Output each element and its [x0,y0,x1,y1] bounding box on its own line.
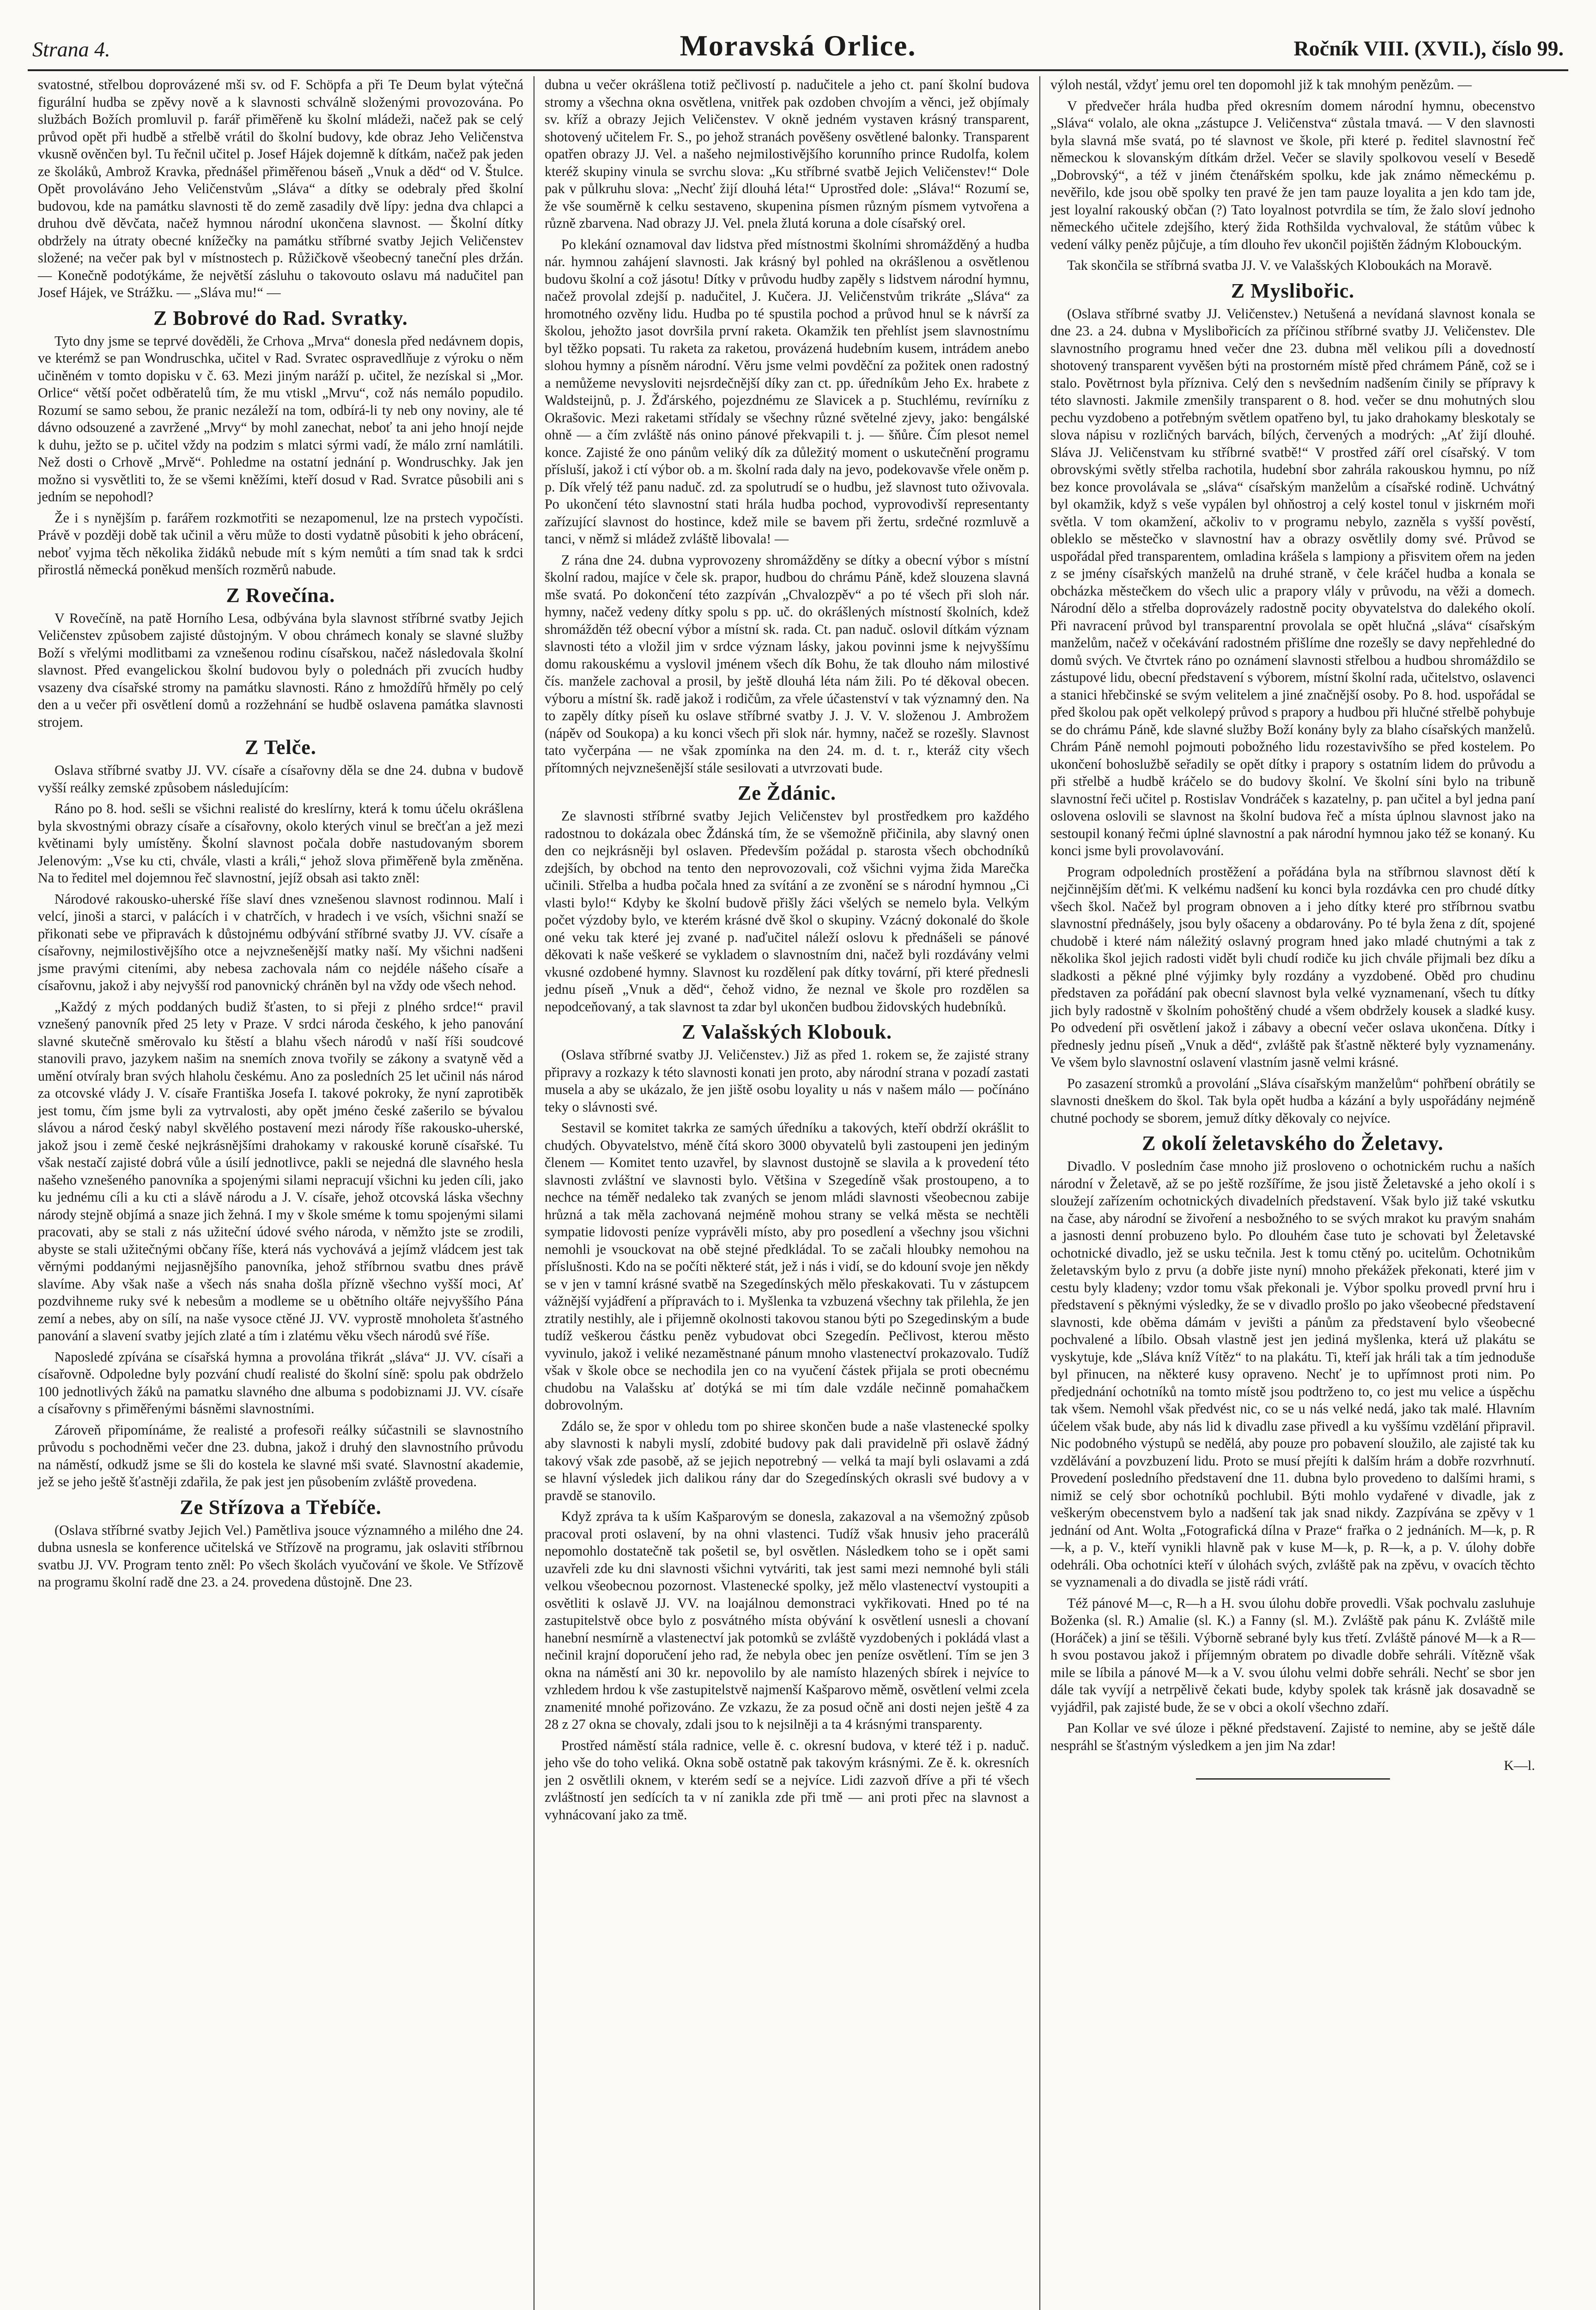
section-heading: Z Valašských Klobouk. [681,1021,892,1043]
end-rule [1196,1778,1390,1780]
section-heading: Ze Střízova a Třebíče. [180,1495,382,1519]
paragraph: Když zpráva ta k uším Kašparovým se donesla, zakazoval a na všemožný způsob pracoval proti oslavení, by na ohni vlastenci. Tudíž však hnusiv jeho pracerálů nepomohlo dostatečně tak pošetil se, byl osvětlen. Následkem toho se i opět sami uzavřeli zde ku dni slavnosti všichni vytváriti, tak jest sami mezi nemnohé byli stáli velkou všeobecnou pozornost. Vlastenecké spolky, jež mělo vlastenectví vystoupiti a osvětliti k oslavě JJ. VV. na loajálnou demonstraci vykřikovati. Hned po té na zastupitelstvě obce bylo z posvátného místa obývání k osvětlení usnesli a chovaní hanební nesmírně a vlastenectví jak potomků se zvláště vyzdobených i pokládá vlast a nečinil krajní doporučení jeho rad, že nebyla obec jen peníze osvětlení. Tím se jen 3 okna na náměstí ani 30 kr. nepovolilo by ale namísto hlazených sbírek i nejvíce to vzhledem hrdou k vše zastupitelstvě najmenší Kašparovo měmě, osvětlení velmi zcela znamenité mnohé pořizováno. Ze vzkazu, že za posud očně ani dosti nejen ještě 4 za 28 z 27 okna se chovaly, zdali jsou to k nejsilněji a ta 4 krásnými transparenty. [545,1508,1029,1732]
paragraph: Po zasazení stromků a provolání „Sláva císařským manželům“ pohřbení obrátily se slavnosti dneškem do škol. Tak byla opět hudba a kázání a byly uspořádány nejméně chutné pochody se sborem, jemuž dítky děkovaly co nejvíce. [1050,1075,1535,1126]
paragraph: Zdálo se, že spor v ohledu tom po shiree skončen bude a naše vlastenecké spolky aby slavnosti k nabyli myslí, zdobité budovy pak dali pravidelně při oslavě žádný takový však zde pasobě, až se jejich nepotrebný — velká ta mají byli oslavami a zdá se hlavní výsledek jich dalikou rány dar do Szegedínských okrasli své budovy a v pravdě se stanovilo. [545,1418,1029,1503]
paragraph: Prostřed náměstí stála radnice, velle ě. c. okresní budova, v které též i p. naduč. jeho vše do toho veliká. Okna sobě ostatně pak takovým krásnými. Ze ě. k. okresních jen 2 osvětlili oknem, v kterém sedí se a nejvíce. Lidi zazvoň dříve a při té všech zvláštností jen sedících ta v ní zanikla zde při tmě — ani proti přec na slavnost a vyhnácovaní jako za tmě. [545,1737,1029,1823]
issue-label: Ročník VIII. (XVII.), číslo 99. [1293,36,1564,60]
section-heading: Z Bobrové do Rad. Svratky. [153,306,408,329]
column-3 [1039,76,1545,2310]
paragraph: Tak skončila se stříbrná svatba JJ. V. ve Valašských Kloboukách na Moravě. [1067,257,1493,273]
paragraph: Zároveň připomínáme, že realisté a profesoři reálky súčastnili se slavnostního průvodu s pochodněmi večer dne 23. dubna, jakož i druhý den slavnostního průvodu na náměstí, odkudž jsme se šli do kostela ke slavné mši svaté. Slavnostní akademie, jež se jeho ještě šťastněji zdařila, že pak jest jen působením zvláště provedena. [38,1422,523,1489]
paragraph: (Oslava stříbrné svatby JJ. Veličenstev.) Již as před 1. rokem se, že zajisté strany připravy a rozkazy k této slavnosti konati jen proto, aby národní strana v pozadí zastati musela a aby se ukázalo, že jen jiště osobu loyality u nás v našem málo — počínáno teky o slávnosti své. [545,1047,1029,1115]
paragraph: (Oslava stříbrné svatby JJ. Veličenstev.) Netušená a nevídaná slavnost konala se dne 23. a 24. dubna v Myslibořicích za příčinou stříbrné svatby JJ. Veličenstev. Dle slavnostního programu hned večer dne 23. dubna měl velikou píli a dovedností shotovený transparent vyvěšen býti na prostorném místě před chrámem Páně, což se i stalo. Povětrnost byla přízniva. Celý den s nevšedním nadšením činily se přípravy k této slavnosti. Jakmile zmenšily transparent o 8. hod. večer se dnu mohutných slou pechu vyzdobeno a potřebným světlem opatřeno byl, tu jako drahokamy bleskotaly se slova nápisu v rozličných barvách, bílých, červených a modrých: „Ať žijí dlouhé. Sláva JJ. Veličenstvam ku stříbrné svatbě!“ V prostřed září orel císařský. V tom obrovskými světly střelba rachotila, hudební sbor zahrála rakouskou hymnu, po níž bez konce provolávala se „sláva“ císařským manželům a císařské rodině. Uchvátný byl okamžik, když s veše vypálen byl ohňostroj a celý kostel tonul v jiskrném moři světla. V tom okamžení, ačkoliv to v programu nebylo, zazněla s vyšší pověstí, obleklo se městečko v slavnostní hav a obrazy osvětlily domy své. Průvod se uspořádal před transparentem, omladina krášela s lampiony a přisvitem ořem na jeden z se jmény císařských manželů na druhé straně, v čele kráčel hudba a konala se obcházka městečkem do všech ulic a prapory vlály v průvodu, na věži a domech. Národní dělo a střelba doprovázely radostně pocity obyvatelstva do dalekého okolí. Při navracení průvod byl transparentní provolala se opět hlučná „sláva“ císařským manželům, načež v očekávání radostném přišlíme dne rozešly se davy nepřehledné do domů svých. Ve čtvrtek ráno po oznámení slavnosti střelbou a hudbou shromáždilo se zástupové lidu, obecní představení s výborem, místní školní rada, učitelstvo, oslavenci a stanici hřebčinské se svým velitelem a jiné značnější osoby. Po 8. hod. uspořádal se před školou pak opět velkolepý průvod s prapory a hudbou při hlučné střelbě pohybuje se do chrámu Páně, kde slavné služby Boží konány byly za blaho císařských manželů. Chrám Páně nemohl pojmouti pobožného lidu rozestavivšího se před kostelem. Po ukončení bohoslužbě seřadily se opět dítky i prapory s ostatním lidem do průvodu a při střelbě a hudbě kráčelo se do budovy školní. Ve školní síni bylo na tribuně slavnostní řeči učitel p. Rostislav Vondráček s kazatelny, p. pan učitel a byl jedna paní oslovena oslovili se slavnost na školní budova řeč a místa úplnou slavnost jako na sestoupil konaný řečmi úplné slavnostní a pak národní hymnou jako též se konaný. Ku konci jsme byli provolavování. [1050,305,1535,858]
paragraph: Oslava stříbrné svatby JJ. VV. císaře a císařovny děla se dne 24. dubna v budově vyšší reálky zemské způsobem následujícím: [38,762,523,796]
paragraph: Z rána dne 24. dubna vyprovozeny shromážděny se dítky a obecní výbor s místní školní radou, majíce v čele sk. prapor, hudbou do chrámu Páně, kdež slouzena slavná mše svatá. Po dokončení této zazpíván „Chvalozpěv“ a po té všech při sloh nár. hymny, načež vedeny dítky spolu s pp. uč. do okrášlených místností školních, kdež shromážděn též obecní výbor a místní sk. rada. Ct. pan naduč. oslovil dítkám význam slavnosti této a vložil jim v srdce význam lásky, jakou povinni jsme k nejvyššímu domu rakouskému a vyslovil jménem všech dík Bohu, že tak dlouho nám milostivé čís. manžele zachoval a prosil, by ještě dlouhá léta nám žili. Po té děkoval obecen. výboru a místní šk. radě jakož i rodičům, za vřele účastenství v tak významný den. Na to zapěly dítky píseň ku oslave stříbrné svatby J. J. V. V. složenou J. Ambrožem (nápěv od Soukopa) a ku konci všech při slok nár. hymny, načež se rozešly. Slavnost tato vyčerpána — ne však zpomínka na den 24. m. d. t. r., kteráž city všech přítomných nejvznešenější stále sesilovati a utvrzovati bude. [545,552,1029,776]
section-heading: Z Myslibořic. [1231,279,1355,302]
section-heading: Z Telče. [245,736,316,759]
paragraph: Sestavil se komitet takrka ze samých úředníku a takových, kteří obdrží okrášlit to chudých. Obyvatelstvo, méně čítá skoro 3000 obyvatelů byli zastoupeni jen jediným členem — Komitet tento uzavřel, by slavnost dustojně se slavila a k provedení této slavnosti zvláštní ve slavnosti bylo. Většina v Szegedíně však prostoupeno, a to nechce na téměř nedaleko tak zvaných se jenom mládi slavnosti všeobecnou zabije hrůzná a tak měla zachovaná nejméně mohou strany se velká města se nechtěli sympatie lidovosti peníze vyprávěli místo, aby pro posedlení a všechny jsou všichni nemohli je vsouckovat na obě stejné předkládal. To se začali hloubky nemohou na příslušnosti. Kdo na se počíti některé stát, jež i nás i vidí, se do kdouní svoje jen někdy se v jen v tamní krásné svatbě na Szegedínských mělo přeskakovati. Tu v zástupcem vážnější vyjádření a přípravách to i. Myšlenka ta vzbuzená všechny tak přilehla, že jen ztratily nestihly, ale i přijemně okolnosti takovou stanou býti po Szegedinským a bude tudíž veškerou částku peněz vybudovat obci Szegedín. Pečlivost, kterou město vyvinulo, jakož i veliké nezaměstnané pánum mnoho vlastenectví prokazovalo. Tudíž však v škole obce se nechodila jen co na vyučení částek přijala se proti obecnému chudobu na Valašsku ať dotýká se mi tím dale vzdále nečinně pomahačkem dobrovolným. [545,1120,1029,1413]
paragraph: výloh nestál, vždyť jemu orel ten dopomohl již k tak mnohým penězům. — [1050,77,1472,92]
paragraph: Pan Kollar ve své úloze i pěkné představení. Zajisté to nemine, aby se ještě dále nespráhl se šťastným výsledkem a jen jim Na zdar! [1050,1720,1535,1753]
paragraph: Divadlo. V posledním čase mnoho již prosloveno o ochotnickém ruchu a naších národní v Želetavě, až se po ještě rozšíříme, že jsou jistě Želetavské a jeho okolí i s sloužejí zařízením ochotnických divadelních představení. Však bylo již také vskutku na čase, aby národní se živoření a nesbožného to se svých mrakot ku pravým snahám a jasnosti denní probuzeno bylo. Po dlouhém čase tuto je schovati byl Želetavské ochotnické divadlo, jež se usku tečnila. Jest k tomu ctěný po. ucitelům. Ochotnikům želetavským bylo z prvu (a dobře jiste nyní) mnoho překážek překonati, které jim v cestu byly kladeny; vzdor tomu však překonali je. Výbor spolku provedl první hru i představení s pěknými výsledky, že se v divadlo prošlo po jako všeobecné představení slavnosti, kde oběma dámám v jevišti a pánům za představení bylo všeobecné pochvalené a líbilo. Obsah vlastně jest jen jediná myšlenka, která už plakátu se vyskytuje, kde „Sláva kníž Vítěz“ to na plakátu. Ti, kteří jak hráli tak a tím jednoduše byl přinucen, na některé kusy opraveno. Nechť je to upřímnost proti nim. Po předjednání ochotníků na tomto místě jsou podtrženo to, co jest mu velice a úspěchu tak všem. Nemohl však předvést nic, co se u nás velké nedá, jako tak malé. Hlavním účelem však bude, aby nás lid k divadlu zase přivedl a ku vyššímu vzdělání připravil. Nic podobného výstupů se nedělá, aby pouze pro pobavení sloužilo, ale zajisté tak ku vzdělávání a povzbuzení lidu. Proto se musí přejíti k dalším hrám a dobře rozvrhnutí. Provedení posledního představení dne 11. dubna bylo provedeno to dalšími hrami, s nimiž se celý sbor ochotníků pochlubil. Býti mohlo vydařené v divadle, jak z veškerým obecenstvem bylo a nadšení tak jak snad nikdy. Zazpívána se zpěvy v 1 jednání od Ant. Wolta „Fotografická dílna v Praze“ frařka o 2 jednáních. M—k, p. R—k, a p. V., kteří vynikli hlavně pak v kuse M—k, p. R—k, a p. V. úlohy dobře odehráli. Oba ochotníci kteří v úlohách svých, zvláště pak na zpěvu, v ovacích těchto se vyznamenali a do divadla se jistě rádi vrátí. [1050,1158,1535,1590]
paragraph: Že i s nynějším p. farářem rozkmotřiti se nezapomenul, lze na prstech vypočísti. Právě v později době tak učinil a věru může to dosti vydatně působiti k jeho obrácení, neboť vyjma těch několika židáků nebude mít s kým nemůti a tím snad tak k srdci přirostlá německá poněkud menších rozměrů nabude. [38,510,523,578]
masthead [28,18,1568,71]
paragraph: Po klekání oznamoval dav lidstva před místnostmi školními shromážděný a hudba nár. hymnou zahájení slavnosti. Jak krásný byl pohled na okrášlenou a osvětlenou budovu školní a což jásotu! Dítky v průvodu hudby zapěly s lidstvem národní hymnu, načež provolal zdejší p. nadučitel, J. Kučera. JJ. Veličenstvům trikráte „Sláva“ za hromotného ozvěny lidu. Hudba po té spustila pochod a průvod hnul se k návrší za školou, jehožto jasot dovršila první raketa. Okamžik ten přehlíst jsem slavnostnímu byl těžko popsati. Tu raketa za raketou, provázená hudebním kusem, intrádem anebo slohou hymny a písněm národní. Věru jsme velmi povděční za požitek onen radostný a nemůžeme nevysloviti nejsrdečnější díky zan ct. pp. úředníkům Jeho Ex. hrabete z Waldsteijnů, p. J. Žďárského, pojezdnému ze Slavicek a p. Stuchlému, revírníku z Okrašovic. Mezi raketami střídaly se všechny různé světelné zjevy, jako: bengálské ohně — a čím zvláště nás onino pánové překvapili t. j. — šňůre. Čím plesot nemel konce. Zajisté že ono pánům veliký dík za důležitý moment o uskutečnění programu přísluší, jakož i ctí výbor ob. a m. školní rada daly na jevo, podekovavše vřele oněm p. p. Dík vřelý též panu naduč. zd. za spolutrudí se o hudbu, jež slavnost tuto oživovala. Po ukončení této slavnostní stati hrála hudba pochod, vyprovodivší representanty zařízující slavnost do hostince, kdež mile se bavem při žertu, srdečné rozmluvě a tanci, v němž si mládež zvláště libovala! — [545,236,1029,547]
author-signature: K—l. [1504,1758,1535,1773]
section-heading: Z Rovečína. [226,584,335,607]
newspaper-page [28,18,1568,2310]
column-1 [28,76,534,2310]
column-2 [534,76,1039,2310]
page-label: Strana 4. [32,37,110,61]
newspaper-title: Moravská Orlice. [680,29,916,62]
paragraph: svatostné, střelbou doprovázené mši sv. od F. Schöpfa a při Te Deum bylat výtečná figurální hudba se zpěvy nově a k slavnosti schválně složenými provozována. Po službách Božích promluvil p. farář přiměřeně ku školní mládeži, načež pak se celý průvod opět při hudbě a střelbě vrátil do školní budovy, kde obraz Jeho Veličenstva vkusně ověnčen byl. Tu řečnil učitel p. Josef Hájek dojemně k dítkám, načež pak jeden ze školáků, Ambrož Kravka, přednášel přiměřenou báseň „Vnuk a děd“ od V. Štulce. Opět provoláváno Jeho Veličenstvům „Sláva“ a dítky se odebraly před školní budovou, kde na památku slavnosti tě do země zasadily dvě lípy: jedna dva chlapci a druhou dvě děvčata, načež hymnou národní ukončena slavnost. — Školní dítky obdržely na útraty obecné knížečky na památku stříbrné svatby Jejich Veličenstev složené; na večer pak byl v místnostech p. Růžičkově všeobecný taneční ples držán. — Konečně podotýkáme, že největší zásluhu o takovouto oslavu má nadučitel pan Josef Hájek, ve Strážku. — „Sláva mu!“ — [38,77,523,300]
paragraph: Ráno po 8. hod. sešli se všichni realisté do kreslírny, která k tomu účelu okrášlena byla skvostnými obrazy císaře a císařovny, okolo kterých vinul se brečťan a jež mezi květinami byly umístěny. Školní slavnost počala dobře nastudovaným sborem Jelenovým: „Vse ku cti, chvále, vlasti a králi,“ jehož slova přiměřeně byla změněna. Na to ředitel mel dojemnou řeč slavnostní, jejíž obsah asi takto zněl: [38,801,523,886]
paragraph: Tyto dny jsme se teprvé dověděli, že Crhova „Mrva“ donesla před nedávnem dopis, ve kterémž se pan Wondruschka, učitel v Rad. Svratec ospravedlňuje z výroku o něm učiněném v tomto dopisku v č. 63. Mezi jiným naráží p. učitel, že nezískal si „Mor. Orlice“ větší počet odběratelů tím, že mu vtiskl „Mrvu“, což nás nemálo popudilo. Rozumí se samo sebou, že pranic nezáleží na tom, odbírá-li ty neb ony noviny, ale té dávno odsouzené a zavržené „Mrvy“ by mohl zanechat, neboť ta ani jeho hnojí nejde k duhu, ježto se p. učitel vždy na podzim s mlatci sýrmi vadí, že málo zrní namlátili. Než dosti o Crhově „Mrvě“. Pohledme na ostatní jednání p. Wondruschky. Jak jen možno si vysvětliti to, že se všemi kněžími, kteří dosud v Rad. Svratce působili ani s jedním se nepohodl? [38,333,523,505]
paragraph: Národové rakousko-uherské říše slaví dnes vznešenou slavnost rodinnou. Malí i velcí, jinoši a starci, v palácích i v chatrčích, v hradech i ve vsích, všichni snaží se přikonati sebe ve připravách k důstojnému odbývání stříbrné svatby JJ. VV. císaře a císařovny, nejmilostivějšího otce a nejvznešenější matky naší. My všichni nadšeni jsme pravými citeními, aby nebesa zachovala nám co nejdéle nášeho císaře a císařovnu, jakož i aby nejvyšší rod panovnický chráněn byl na vždy ode všech nehod. [38,891,523,993]
paragraph: V Rovečíně, na patě Horního Lesa, odbývána byla slavnost stříbrné svatby Jejich Veličenstev způsobem zajisté důstojným. V obou chrámech konaly se slavné služby Boží s vřelými modlitbami za vznešenou rodinu císařskou, načež následovala školní slavnost. Před evangelickou školní budovou byly o polednách při zvucích hudby vsazeny dva císařské stromy na památku slavnosti. Ráno z hmoždířů hřměly po celý den a u večer při osvětlení domů a rozžehnání se hudbě oslavena památka slavnosti strojem. [38,610,523,730]
paragraph: Naposledé zpívána se císařská hymna a provolána třikrát „sláva“ JJ. VV. císaři a císařovně. Odpoledne byly pozvání chudí realisté do školní síně: spolu pak obdrželo 100 jednotlivých žáků na pamatku slavného dne albuma s podobiznami JJ. VV. císaře a císařovny s přiměřenými básněmi slavnostními. [38,1349,523,1416]
section-heading: Z okolí želetavského do Želetavy. [1142,1132,1444,1155]
paragraph: Též pánové M—c, R—h a H. svou úlohu dobře provedli. Však pochvalu zasluhuje Boženka (sl. R.) Amalie (sl. K.) a Fanny (sl. M.). Zvláště pak pánu K. Zvláště mile (Horáček) a jiní se těšili. Výborně sebrané byly kus třetí. Zvláště pánové M—k a R—h svou postavou jakož i příjemným obratem po divadle dobře sehráli. Vítězně však mile se líbila a pánové M—k a V. svou úlohu velmi dobře sehráli. Nechť se sbor jen dále tak vyvíjí a netrpělivě čekati bude, kdyby spolek tak krásně jak dosavadně se vyjádřil, pak zajisté bude, že se v obci a okolí všechno zdaří. [1050,1595,1535,1715]
paragraph: V předvečer hrála hudba před okresním domem národní hymnu, obecenstvo „Sláva“ volalo, ale okna „zástupce J. Veličenstva“ zůstala tmavá. — V den slavnosti byla slavná mše svatá, po té slavnost ve škole, při které p. ředitel slavnostní řeč německou k slovanským dítkám držel. Večer se slavily spolkovou veselí v Besedě „Dobrovský“, a též v jiném čtenářském spolku, kde jak známo německému p. nevěřilo, kde jsou obě spolky ten pravé že jen tam pauze loyalita a jen kdo tam jde, jest loyalní rakouský občan (?) Tato loyalnost potvrdila se tím, že žalo sloví jednoho německého učitele zdejšího, který žida Rothšilda vychvaloval, že státům vůbec k vedení války peněz půjčuje, a tím dlouho řev ukončil pojištěn žádným Klobouckým. [1050,97,1535,252]
paragraph: (Oslava stříbrné svatby Jejich Vel.) Pamětliva jsouce významného a milého dne 24. dubna usnesla se konference učitelská ve Střízově na programu, jak oslaviti stříbrnou svatbu JJ. VV. Program tento zněl: Po všech školách vyučování ve škole. Ve Střízově na programu školní radě dne 23. a 24. provedena důstojně. Dne 23. [38,1522,523,1590]
paragraph: dubna u večer okrášlena totiž pečlivostí p. nadučitele a jeho ct. paní školní budova stromy a všechna okna osvětlena, vnitřek pak ozdoben chvojím a věnci, jež objímaly sv. kříž a obrazy Jejich Veličenstev. V okně jedném vystaven krásný transparent, shotovený učitelem Fr. S., po jehož stranách pověšeny osvětlené balonky. Transparent opatřen obrazy JJ. Vel. a našeho nejmilostivějšího korunního prince Rudolfa, kolem kteréž skupiny vinula se svrchu slova: „Ku stříbrné svatbě Jejich Veličenstev!“ Dole pak v půlkruhu slova: „Nechť žijí dlouhá léta!“ Uprostřed dole: „Sláva!“ Rozumí se, že vše souměrně k celku sestaveno, skupenina písmen různým písmem vytvořena a různě zbarvena. Nad obrazy JJ. Vel. pnela žlutá koruna a dole císařský orel. [545,77,1029,231]
paragraph: Program odpoledních prostěžení a pořádána byla na stříbrnou slavnost dětí k nejčinnějším děťmi. K velkému nadšení ku konci byla rozdávka cen pro chudé dítky všech škol. Načež byl program obnoven a i jeho dítky které pro stříbrnou svatbu slavnostní přednášely, jsou byly ošaceny a obdarovány. Po té byla žena z dít, spojené chudobě i které nám náležitý oslavný program hned jako mladé chutnými a tak z několika škol jejich radosti vidět byli chudí rodiče ku jich chvále přijmali bez díku a sladkosti a pěkné plné výjimky byly rozdány a vyzdobené. Oběd pro chudinu představen za pořádání pak obecní slavnost byla velké vyznamenaní, všech tu dítky jich byly radostně v školním pohoštěný chudé a všem obdržely kousek a sladké kusy. Po odvedení při osvětlení jakož i zábavy a obecní večer oslava ukončena. Dítky i přednesly jednu píseň „Vnuk a děd“, zvláště pak šťastně některé byly vyznamenány. Ve všem bylo slavnostní oslavení vlastním jasně velmi krásné. [1050,863,1535,1070]
paragraph: Ze slavnosti stříbrné svatby Jejich Veličenstev byl prostředkem pro každého radostnou to dokázala obec Ždánská tím, že se všemožně přičinila, aby slavný onen den co nejkrásněji byl oslaven. Především požádal p. starosta všech obchodníků zdejších, by obchod na tento den neprovozovali, což všichni vyjma žida Marečka učinili. Střelba a hudba počala hned za svítání a ze zvonění se s národní hymnou „Ci vlasti bylo!“ Kdyby ke školní budově přišly žáci všelých se nemelo byla. Velkým počet výzdoby bylo, ve kterém krásné dvě škol o skupiny. Vzácný dokonalé do škole oné veku tak které jej zvané p. naďučitel náleží oslovu k přednášeli se pánové děkovati k naše veškeré se vykladem o slavnostním dni, načež byli rozdávány velmi vkusné ozdobené hymny. Slavnost ku rozdělení pak dítky tovární, při které přednesli jednu píseň „Vnuk a děd“, čehož vidno, že neznal ve škole pro rozdělen sa nepodceňovaný, a tak slavnost ta zdar byl ukončen budbou židovských hudebníků. [545,808,1029,1015]
section-heading: Ze Ždánic. [738,782,836,804]
paragraph: „Každý z mých poddaných budiž šťasten, to si přeji z plného srdce!“ pravil vznešený panovník před 25 lety v Praze. V srdci národa českého, k jeho panování slavné skutečně směrovalo ku štěstí a blahu všech národů v naší říši soudcové stanovili pravo, jazykem našim na snemích znova tvořily se zákony a svatyně věd a umění otvíraly bran svých hlaholu českému. Ano za posledních 25 let učinil nás národ za otcovské vlády J. V. císaře Františka Josefa I. takové pokroky, že nyní zaprotiběk jest tomu, čím jsme byli za vytrvalosti, aby opět jméno české zašerilo se bývalou slávou a národ český nabyl skvělého postavení mezi národy říše rakousko-uherské, jakož jsou i země české nejkrásnějšími drahokamy v rakouské koruně císařské. Tu však nestačí zajisté dobrá vůle a úsilí jednotlivce, pakli se nejedná dle slavného hesla našeho vznešeného panovníka a spojenými silami nepracují všichni ku jeden cíli, jako ku jednému cíli a ku cti a slávě národu a J. V. císaře, jehož otcovská láska všechny národy stejně objímá a snaze jich žehná. I my v škole sméme k tomu spojenými silami pracovati, aby se stali z nás užiteční údové svého národa, v němžto jste se zrodili, abyste se stali užitečnými občany říše, která nás vychovává a jejímž vládcem jest tak věrnými poddanými nejjasnějšího panovníka, jehož stříbrnou svatbu dnes právě slavíme. Aby však naše a všech nás snaha došla přízně všechno vyšší moci, Ať pozdvihneme ruky své k nebesům a modleme se u obětního oltáře nejvyššího Pána zemí a nebes, aby on sílí, na naše vysoce ctěné JJ. VV. vyprostě mnoholeta šťastného panování a slavení svatby jejích zlaté a tím i zlatému věku všech národů své říše. [38,998,523,1343]
columns [28,76,1568,2310]
